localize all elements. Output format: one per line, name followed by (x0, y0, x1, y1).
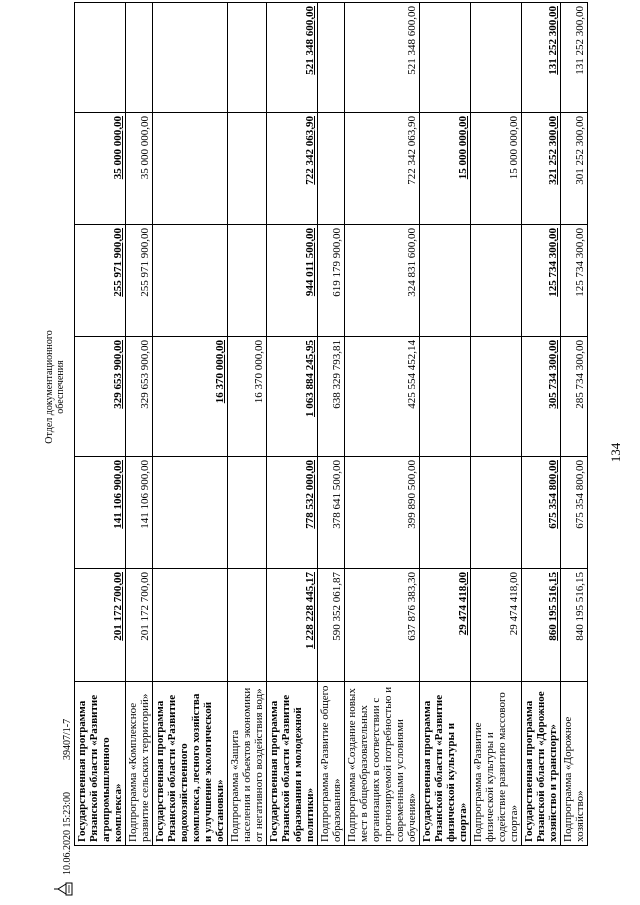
amount-cell: 125 734 300,00 (561, 225, 588, 337)
amount-cell: 675 354 800,00 (522, 457, 561, 569)
amount-cell: 1 063 884 245,95 (267, 337, 318, 457)
amount-cell (420, 3, 471, 113)
footer-date: 10.06.2020 15:23:00 (62, 791, 73, 875)
program-name-cell: Подпрограмма «Развитие физической культуры и содействие развитию массового спорта» (471, 682, 522, 846)
amount-cell (228, 113, 267, 225)
amount-cell (75, 3, 126, 113)
amount-cell: 638 329 793,81 (318, 337, 345, 457)
amount-cell: 944 011 500,00 (267, 225, 318, 337)
amount-cell: 860 195 516,15 (522, 569, 561, 682)
amount-cell: 285 734 300,00 (561, 337, 588, 457)
amount-cell: 840 195 516,15 (561, 569, 588, 682)
amount-cell: 201 172 700,00 (126, 569, 153, 682)
budget-table-wrap (74, 3, 588, 846)
amount-cell: 125 734 300,00 (522, 225, 561, 337)
amount-cell (318, 113, 345, 225)
table-row (522, 3, 561, 846)
amount-cell (153, 3, 228, 113)
table-row (471, 3, 522, 846)
footer-doc-code: 39407/1-7 (62, 718, 73, 760)
amount-cell (471, 3, 522, 113)
amount-cell: 619 179 900,00 (318, 225, 345, 337)
table-row (420, 3, 471, 846)
amount-cell: 131 252 300,00 (561, 3, 588, 113)
amount-cell: 305 734 300,00 (522, 337, 561, 457)
amount-cell: 329 653 900,00 (126, 337, 153, 457)
table-row (561, 3, 588, 846)
program-name-cell: Государственная программа Рязанской области «Дорожное хозяйство и транспорт» (522, 682, 561, 846)
table-row (318, 3, 345, 846)
amount-cell (318, 3, 345, 113)
amount-cell: 399 890 500,00 (345, 457, 420, 569)
amount-cell: 201 172 700,00 (75, 569, 126, 682)
amount-cell (471, 457, 522, 569)
amount-cell: 1 228 228 445,17 (267, 569, 318, 682)
program-name-cell: Подпрограмма «Защита населения и объектов экономики от негативного воздействия вод» (228, 682, 267, 846)
table-row (153, 3, 228, 846)
program-name-cell: Подпрограмма «Комплексное развитие сельских территорий» (126, 682, 153, 846)
budget-table-body (75, 3, 588, 846)
table-row (228, 3, 267, 846)
amount-cell: 35 000 000,00 (75, 113, 126, 225)
amount-cell (228, 225, 267, 337)
amount-cell: 778 532 000,00 (267, 457, 318, 569)
amount-cell (153, 569, 228, 682)
amount-cell: 16 370 000,00 (153, 337, 228, 457)
table-row (75, 3, 126, 846)
amount-cell: 141 106 900,00 (126, 457, 153, 569)
program-name-cell: Подпрограмма «Создание новых мест в общеобразовательных организациях в соответствии с прогнозируемой потребностью и современными условиями обучения» (345, 682, 420, 846)
table-row (267, 3, 318, 846)
amount-cell (228, 3, 267, 113)
program-name-cell: Государственная программа Рязанской области «Развитие водохозяйственного комплекса, лесного хозяйства и улучшение экологической обстановки» (153, 682, 228, 846)
amount-cell (471, 337, 522, 457)
amount-cell: 675 354 800,00 (561, 457, 588, 569)
budget-table (74, 2, 588, 846)
amount-cell (153, 225, 228, 337)
program-name-cell: Государственная программа Рязанской области «Развитие агропромышленного комплекса» (75, 682, 126, 846)
amount-cell: 590 352 061,87 (318, 569, 345, 682)
amount-cell: 29 474 418,00 (471, 569, 522, 682)
program-name-cell: Подпрограмма «Дорожное хозяйство» (561, 682, 588, 846)
amount-cell: 425 554 452,14 (345, 337, 420, 457)
table-row (345, 3, 420, 846)
amount-cell: 722 342 063,90 (345, 113, 420, 225)
amount-cell (126, 3, 153, 113)
program-name-cell: Подпрограмма «Развитие общего образования» (318, 682, 345, 846)
table-row (126, 3, 153, 846)
amount-cell (420, 337, 471, 457)
amount-cell: 35 000 000,00 (126, 113, 153, 225)
amount-cell: 521 348 600,00 (345, 3, 420, 113)
amount-cell (228, 569, 267, 682)
amount-cell (420, 225, 471, 337)
amount-cell (228, 457, 267, 569)
amount-cell: 131 252 300,00 (522, 3, 561, 113)
page-number: 134 (608, 442, 623, 463)
amount-cell: 722 342 063,90 (267, 113, 318, 225)
amount-cell (471, 225, 522, 337)
amount-cell: 637 876 383,30 (345, 569, 420, 682)
coat-of-arms-icon (52, 881, 74, 897)
program-name-cell: Государственная программа Рязанской области «Развитие образования и молодежной политики» (267, 682, 318, 846)
amount-cell: 378 641 500,00 (318, 457, 345, 569)
amount-cell (153, 113, 228, 225)
footer-department: Отдел документационного обеспечения (44, 330, 66, 444)
amount-cell: 15 000 000,00 (471, 113, 522, 225)
amount-cell: 255 971 900,00 (75, 225, 126, 337)
program-name-cell: Государственная программа Рязанской области «Развитие физической культуры и спорта» (420, 682, 471, 846)
amount-cell (420, 457, 471, 569)
amount-cell (153, 457, 228, 569)
amount-cell: 16 370 000,00 (228, 337, 267, 457)
amount-cell: 324 831 600,00 (345, 225, 420, 337)
amount-cell: 329 653 900,00 (75, 337, 126, 457)
amount-cell: 301 252 300,00 (561, 113, 588, 225)
amount-cell: 29 474 418,00 (420, 569, 471, 682)
amount-cell: 141 106 900,00 (75, 457, 126, 569)
amount-cell: 321 252 300,00 (522, 113, 561, 225)
amount-cell: 255 971 900,00 (126, 225, 153, 337)
amount-cell: 521 348 600,00 (267, 3, 318, 113)
amount-cell: 15 000 000,00 (420, 113, 471, 225)
